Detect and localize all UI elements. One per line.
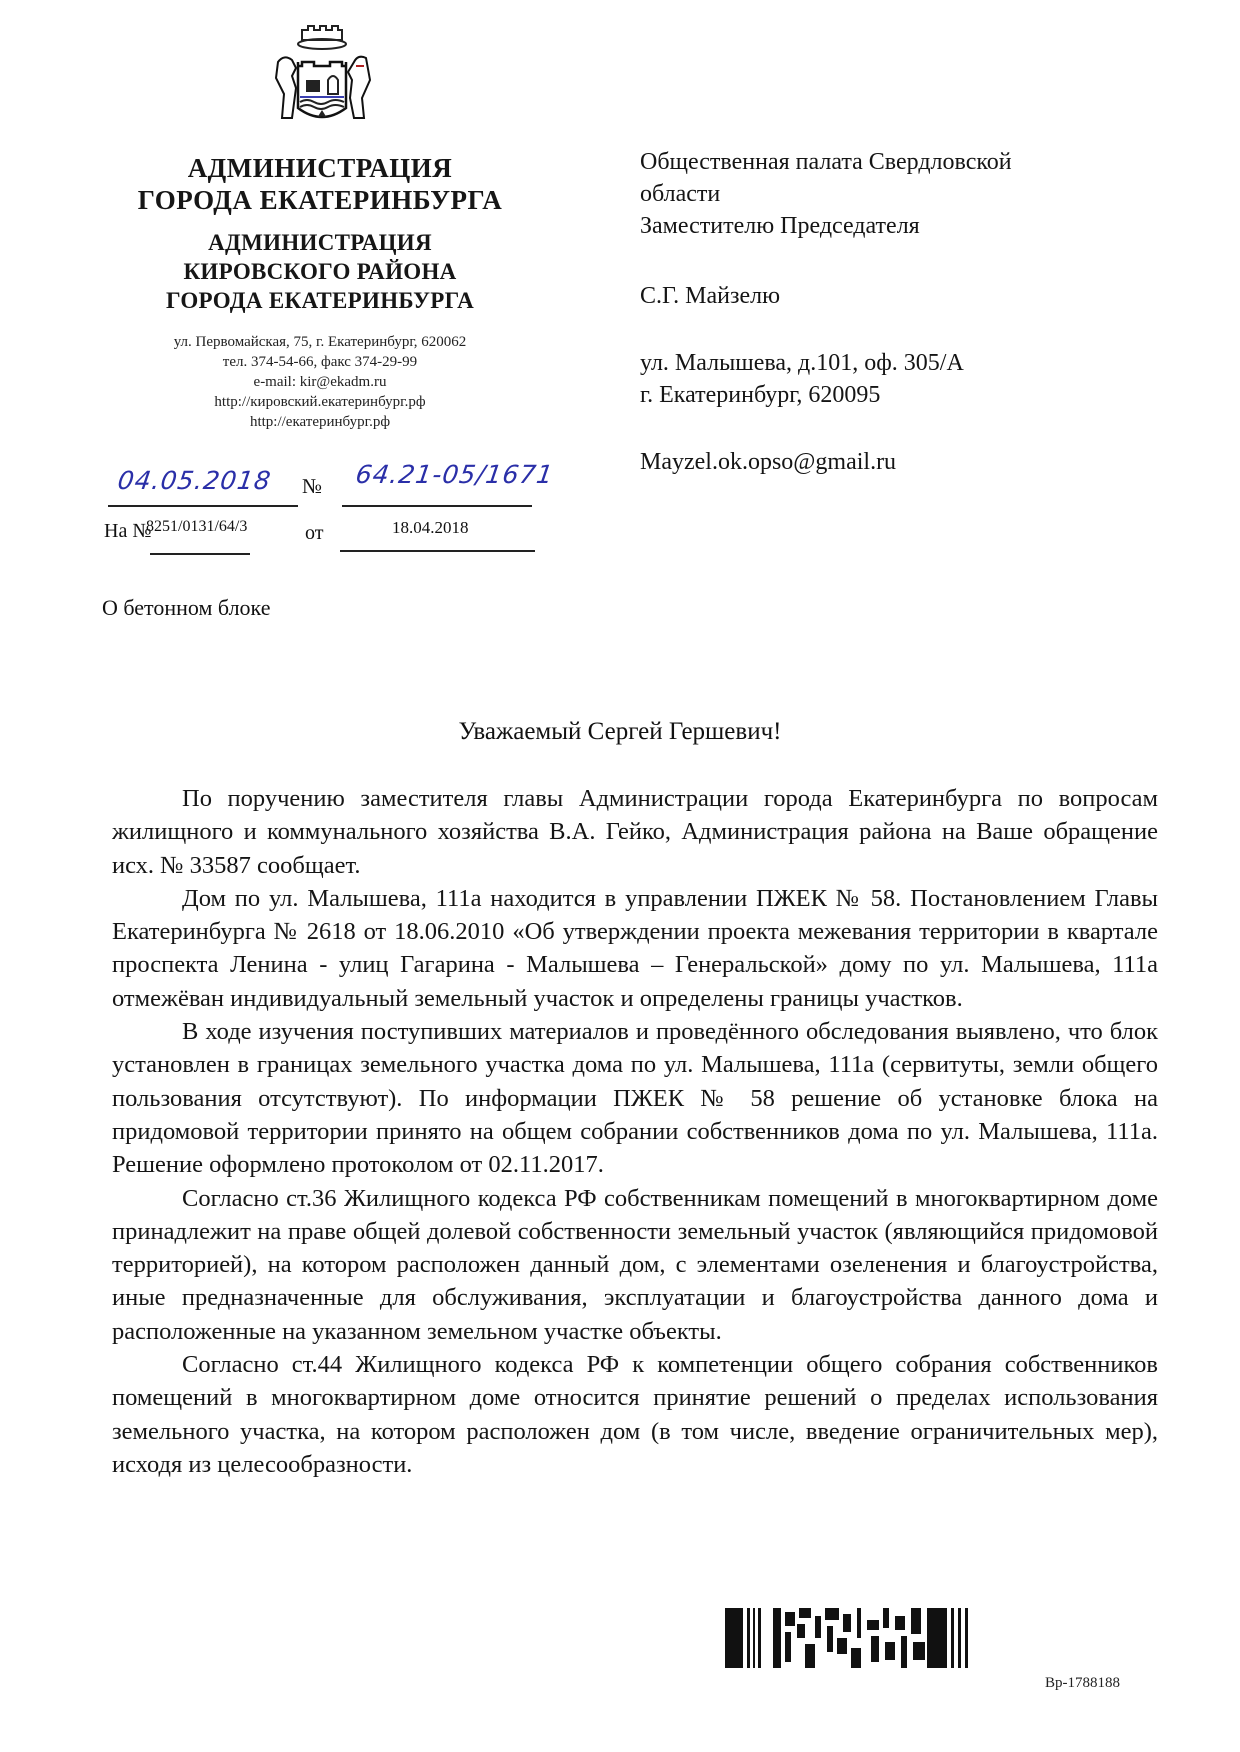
recipient-org-line-1: Общественная палата Свердловской: [640, 149, 1012, 175]
reference-from-label: от: [305, 522, 324, 544]
salutation: Уважаемый Сергей Гершевич!: [458, 718, 782, 745]
sender-email: e-mail: kir@ekadm.ru: [253, 374, 387, 390]
sender-phone: тел. 374-54-66, факс 374-29-99: [222, 354, 418, 370]
recipient-street: ул. Малышева, д.101, оф. 305/А: [640, 350, 964, 376]
city-administration-name: [100, 152, 540, 216]
sender-contacts: [100, 332, 540, 432]
paragraph: Согласно ст.36 Жилищного кодекса РФ собственникам помещений в многоквартирном доме принадлежит на праве общей долевой собственности земельный участок (являющийся придомовой территорией), на котором расположен данный дом, с элементами озеленения и благоустройства, иные предназначенные для обслуживания, эксплуатации и благоустройства данного дома и расположенные на указанном земельном участке объекты.: [112, 1184, 1158, 1345]
paragraph: Согласно ст.44 Жилищного кодекса РФ к компетенции общего собрания собственников помещений в многоквартирном доме относится принятие решений о пределах использования земельного участка, на котором расположен дом (в том числе, введение ограничительных мер), исходя из целесообразности.: [112, 1351, 1158, 1478]
pdf417-barcode-icon: [725, 1608, 987, 1668]
reference-number-underline: [150, 553, 250, 555]
outgoing-number-handwritten: 64.21-05/1671: [353, 460, 556, 489]
number-underline: [342, 505, 532, 507]
paragraph: Дом по ул. Малышева, 111а находится в управлении ПЖЕК № 58. Постановлением Главы Екатеринбурга № 2618 от 18.06.2010 «Об утверждении проекта межевания территории в квартале проспекта Ленина - улиц Гагарина - Малышева – Генеральской» дому по ул. Малышева, 111а отмежёван индивидуальный земельный участок и определены границы участков.: [112, 884, 1158, 1012]
sender-address: ул. Первомайская, 75, г. Екатеринбург, 620062: [173, 334, 467, 350]
dept-line-3: ГОРОДА ЕКАТЕРИНБУРГА: [166, 288, 474, 313]
recipient-city: г. Екатеринбург, 620095: [640, 382, 881, 408]
sender-website-district: http://кировский.екатеринбург.рф: [214, 394, 426, 410]
dept-line-2: КИРОВСКОГО РАЙОНА: [183, 259, 457, 284]
date-underline: [108, 505, 298, 507]
coat-of-arms-icon: [262, 18, 382, 126]
paragraph: В ходе изучения поступивших материалов и проведённого обследования выявлено, что блок установлен в границах земельного участка дома по ул. Малышева, 111а (сервитуты, земли общего пользования отсутствуют). По информации ПЖЕК № 58 решение об установке блока на придомовой территории принято на общем собрании собственников дома по ул. Малышева, 111а. Решение оформлено протоколом от 02.11.2017.: [112, 1018, 1158, 1179]
sender-website-city: http://екатеринбург.рф: [249, 414, 391, 430]
org-line-2: ГОРОДА ЕКАТЕРИНБУРГА: [137, 185, 503, 215]
reference-number: 8251/0131/64/3: [146, 518, 248, 535]
letter-subject: О бетонном блоке: [102, 595, 271, 620]
reference-date: 18.04.2018: [392, 518, 469, 537]
number-sign: №: [302, 474, 323, 498]
recipient-org-line-2: области: [640, 181, 721, 207]
reference-label: На №: [104, 520, 152, 542]
recipient-address: [640, 347, 1100, 411]
org-line-1: АДМИНИСТРАЦИЯ: [187, 153, 453, 183]
recipient-name: С.Г. Майзелю: [640, 283, 781, 309]
recipient-email: Mayzel.ok.opso@gmail.ru: [640, 449, 897, 475]
dept-line-1: АДМИНИСТРАЦИЯ: [208, 230, 432, 255]
document-id: Вр-1788188: [1045, 1675, 1120, 1691]
letter-body: [112, 782, 1158, 1481]
outgoing-date-handwritten: 04.05.2018: [115, 466, 274, 495]
district-administration-name: [100, 228, 540, 315]
recipient-position: Заместителю Председателя: [640, 213, 920, 239]
reference-date-underline: [340, 550, 535, 552]
recipient-organization: [640, 146, 1100, 242]
paragraph: По поручению заместителя главы Администрации города Екатеринбурга по вопросам жилищного и коммунального хозяйства В.А. Гейко, Администрация района на Ваше обращение исх. № 33587 сообщает.: [112, 785, 1158, 879]
